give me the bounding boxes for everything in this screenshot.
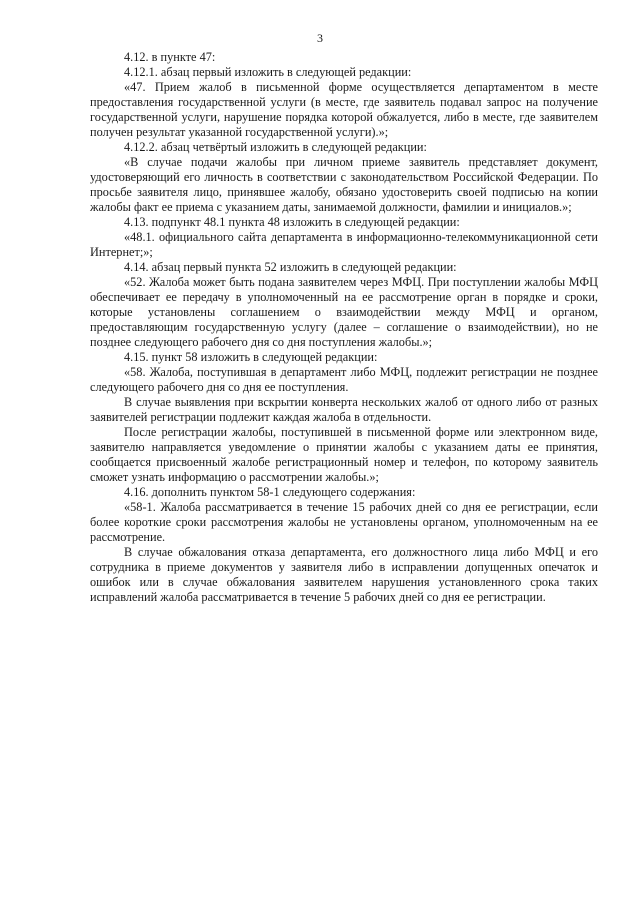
paragraph-item-52: «52. Жалоба может быть подана заявителем через МФЦ. При поступлении жалобы МФЦ обеспечивает ее передачу в уполномоченный на ее рассмотрение орган в порядке и сроки, которые установлены соглашением о взаимодействии между МФЦ и органом, предоставляющим государственную услугу (далее – соглашение о взаимодействии), но не позднее следующего рабочего дня со дня поступления жалобы.»;	[90, 275, 598, 349]
paragraph-personal-reception: «В случае подачи жалобы при личном приеме заявитель представляет документ, удостоверяющий его личность в соответствии с законодательством Российской Федерации. По просьбе заявителя лицо, принявшее жалобу, обязано удостоверить своей подписью на копии жалобы факт ее приема с указанием даты, занимаемой должности, фамилии и инициалов.»;	[90, 155, 598, 214]
page-number: 3	[317, 31, 323, 45]
paragraph-item-47: «47. Прием жалоб в письменной форме осуществляется департаментом в месте предоставления государственной услуги (в месте, где заявитель подавал запрос на получение государственной услуги, нарушение порядка которой обжалуется, либо в месте, где заявителем получен результат указанной государственной услуги).»;	[90, 80, 598, 139]
paragraph-item-48-1: «48.1. официального сайта департамента в информационно-телекоммуникационной сети Интернет;»;	[90, 230, 598, 259]
paragraph-4-12: 4.12. в пункте 47:	[124, 50, 216, 64]
paragraph-4-12-1: 4.12.1. абзац первый изложить в следующей редакции:	[124, 65, 412, 79]
paragraph-item-58-1: «58-1. Жалоба рассматривается в течение 15 рабочих дней со дня ее регистрации, если более короткие сроки рассмотрения жалобы не установлены органом, уполномоченным на ее рассмотрение.	[90, 500, 598, 544]
paragraph-4-13: 4.13. подпункт 48.1 пункта 48 изложить в следующей редакции:	[124, 215, 460, 229]
paragraph-4-12-2: 4.12.2. абзац четвёртый изложить в следующей редакции:	[124, 140, 427, 154]
document-body	[90, 50, 598, 605]
paragraph-4-14: 4.14. абзац первый пункта 52 изложить в следующей редакции:	[124, 260, 457, 274]
paragraph-4-16: 4.16. дополнить пунктом 58-1 следующего содержания:	[124, 485, 416, 499]
paragraph-refusal-appeal: В случае обжалования отказа департамента, его должностного лица либо МФЦ и его сотрудника в приеме документов у заявителя либо в исправлении допущенных опечаток и ошибок или в случае обжалования заявителем нарушения установленного срока таких исправлений жалоба рассматривается в течение 5 рабочих дней со дня ее регистрации.	[90, 545, 598, 604]
paragraph-4-15: 4.15. пункт 58 изложить в следующей редакции:	[124, 350, 378, 364]
paragraph-registration-notice: После регистрации жалобы, поступившей в письменной форме или электронном виде, заявителю направляется уведомление о принятии жалобы с указанием даты ее принятия, сообщается присвоенный жалобе регистрационный номер и телефон, по которому заявитель сможет узнать информацию о рассмотрении жалобы.»;	[90, 425, 598, 484]
paragraph-multiple-complaints: В случае выявления при вскрытии конверта нескольких жалоб от одного либо от разных заявителей регистрации подлежит каждая жалоба в отдельности.	[90, 395, 598, 424]
paragraph-item-58: «58. Жалоба, поступившая в департамент либо МФЦ, подлежит регистрации не позднее следующего рабочего дня со дня ее поступления.	[90, 365, 598, 394]
